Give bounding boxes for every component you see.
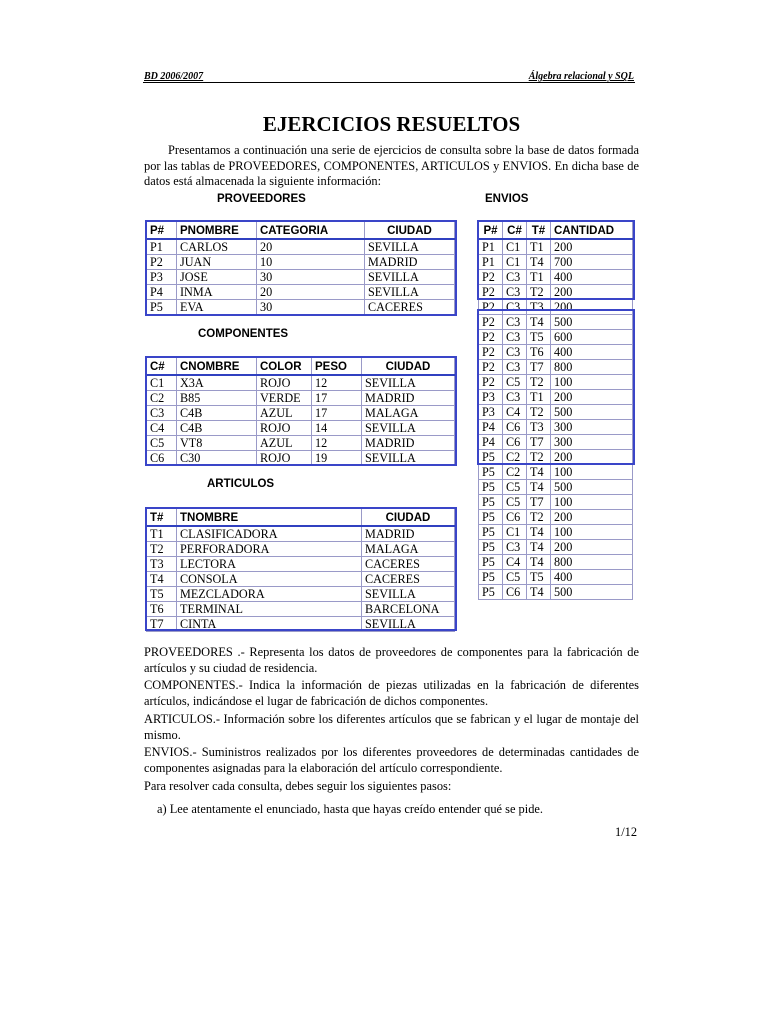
envios-cell: P2 (479, 330, 503, 345)
steps-intro: Para resolver cada consulta, debes seguir los siguientes pasos: (144, 779, 452, 793)
envios-cell: C4 (503, 555, 527, 570)
componentes-row (147, 375, 455, 391)
envios-cell: P2 (479, 360, 503, 375)
componentes-col-header: COLOR (257, 358, 312, 376)
componentes-col-header: C# (147, 358, 177, 376)
proveedores-cell: MADRID (365, 255, 455, 270)
envios-cell: T3 (527, 420, 551, 435)
envios-cell: P5 (479, 585, 503, 600)
envios-cell: C6 (503, 435, 527, 450)
componentes-cell: AZUL (257, 406, 312, 421)
envios-cell: C2 (503, 450, 527, 465)
envios-cell: 600 (551, 330, 633, 345)
envios-row (479, 420, 633, 435)
envios-cell: 200 (551, 510, 633, 525)
articulos-cell: T5 (147, 587, 177, 602)
articulos-col-header: TNOMBRE (177, 509, 362, 527)
articulos-cell: SEVILLA (362, 587, 455, 602)
articulos-cell: T1 (147, 526, 177, 542)
proveedores-row (147, 300, 455, 315)
proveedores-cell: 30 (257, 300, 365, 315)
envios-cell: 200 (551, 540, 633, 555)
envios-cell: P5 (479, 555, 503, 570)
articulos-cell: CINTA (177, 617, 362, 632)
proveedores-cell: P5 (147, 300, 177, 315)
articulos-cell: BARCELONA (362, 602, 455, 617)
envios-cell: T2 (527, 510, 551, 525)
envios-cell: P4 (479, 420, 503, 435)
envios-cell: 800 (551, 360, 633, 375)
envios-cell: 100 (551, 465, 633, 480)
componentes-cell: VERDE (257, 391, 312, 406)
componentes-cell: MALAGA (362, 406, 455, 421)
componentes-col-header: CNOMBRE (177, 358, 257, 376)
proveedores-cell: INMA (177, 285, 257, 300)
articulos-row (147, 526, 455, 542)
envios-row (479, 555, 633, 570)
proveedores-col-header: P# (147, 222, 177, 240)
envios-cell: C5 (503, 570, 527, 585)
envios-cell: 300 (551, 435, 633, 450)
articulos-cell: MEZCLADORA (177, 587, 362, 602)
envios-heading: ENVIOS (485, 193, 529, 205)
envios-cell: T7 (527, 495, 551, 510)
envios-cell: 100 (551, 375, 633, 390)
envios-col-header: T# (527, 222, 551, 240)
proveedores-cell: P4 (147, 285, 177, 300)
articulos-cell: MALAGA (362, 542, 455, 557)
componentes-header-row (147, 358, 455, 376)
envios-cell: C3 (503, 345, 527, 360)
componentes-col-header: CIUDAD (362, 358, 455, 376)
envios-cell: P5 (479, 450, 503, 465)
envios-cell: 400 (551, 345, 633, 360)
envios-cell: C3 (503, 315, 527, 330)
envios-row (479, 495, 633, 510)
articulos-table (146, 508, 455, 632)
componentes-cell: 12 (312, 375, 362, 391)
articulos-cell: CLASIFICADORA (177, 526, 362, 542)
envios-cell: C6 (503, 510, 527, 525)
proveedores-row (147, 239, 455, 255)
envios-cell: P2 (479, 270, 503, 285)
document-title: EJERCICIOS RESUELTOS (262, 112, 521, 136)
articulos-cell: T3 (147, 557, 177, 572)
proveedores-col-header: CATEGORIA (257, 222, 365, 240)
envios-row (479, 285, 633, 300)
header-right: Álgebra relacional y SQL (528, 71, 634, 82)
envios-row (479, 390, 633, 405)
envios-body (479, 239, 633, 600)
componentes-col-header: PESO (312, 358, 362, 376)
componentes-row (147, 391, 455, 406)
envios-cell: P5 (479, 480, 503, 495)
articulos-cell: MADRID (362, 526, 455, 542)
envios-cell: C5 (503, 375, 527, 390)
articulos-cell: CACERES (362, 557, 455, 572)
componentes-cell: SEVILLA (362, 451, 455, 466)
componentes-row (147, 451, 455, 466)
envios-cell: T4 (527, 585, 551, 600)
envios-cell: 500 (551, 315, 633, 330)
envios-cell: 400 (551, 270, 633, 285)
componentes-body (147, 375, 455, 466)
envios-cell: T1 (527, 390, 551, 405)
envios-cell: 200 (551, 450, 633, 465)
proveedores-body (147, 239, 455, 315)
componentes-cell: C4 (147, 421, 177, 436)
envios-row (479, 540, 633, 555)
envios-row (479, 330, 633, 345)
envios-row (479, 300, 633, 315)
componentes-cell: C1 (147, 375, 177, 391)
articulos-cell: T4 (147, 572, 177, 587)
articulos-row (147, 617, 455, 632)
envios-row (479, 375, 633, 390)
desc-envios: ENVIOS.- Suministros realizados por los diferentes proveedores de determinadas cantidades de componentes asignadas para la elaboración del artículo correspondiente. (144, 745, 639, 775)
envios-cell: T4 (527, 315, 551, 330)
envios-cell: C6 (503, 585, 527, 600)
envios-cell: P5 (479, 525, 503, 540)
envios-cell: P3 (479, 405, 503, 420)
envios-cell: C5 (503, 495, 527, 510)
envios-cell: T4 (527, 540, 551, 555)
envios-cell: C2 (503, 465, 527, 480)
componentes-cell: MADRID (362, 391, 455, 406)
envios-cell: 100 (551, 525, 633, 540)
envios-row (479, 525, 633, 540)
proveedores-col-header: PNOMBRE (177, 222, 257, 240)
intro-paragraph: Presentamos a continuación una serie de ejercicios de consulta sobre la base de datos formada por las tablas de PROVEEDORES, COMPONENTES, ARTICULOS y ENVIOS. En dicha base de datos está almacenada la siguiente información: (144, 143, 639, 188)
componentes-cell: C3 (147, 406, 177, 421)
proveedores-cell: SEVILLA (365, 285, 455, 300)
envios-cell: T2 (527, 375, 551, 390)
envios-cell: T5 (527, 570, 551, 585)
articulos-cell: SEVILLA (362, 617, 455, 632)
page-number: 1/12 (615, 825, 638, 839)
envios-row (479, 405, 633, 420)
articulos-heading: ARTICULOS (207, 478, 275, 490)
componentes-cell: C30 (177, 451, 257, 466)
componentes-cell: SEVILLA (362, 375, 455, 391)
articulos-cell: PERFORADORA (177, 542, 362, 557)
envios-row (479, 345, 633, 360)
proveedores-cell: 20 (257, 285, 365, 300)
envios-row (479, 585, 633, 600)
envios-cell: T7 (527, 435, 551, 450)
envios-cell: 200 (551, 239, 633, 255)
proveedores-cell: P2 (147, 255, 177, 270)
envios-cell: P5 (479, 570, 503, 585)
articulos-row (147, 542, 455, 557)
envios-cell: P2 (479, 315, 503, 330)
proveedores-cell: 20 (257, 239, 365, 255)
envios-row (479, 239, 633, 255)
envios-cell: T4 (527, 525, 551, 540)
proveedores-cell: CARLOS (177, 239, 257, 255)
proveedores-cell: CACERES (365, 300, 455, 315)
envios-cell: C4 (503, 405, 527, 420)
envios-cell: 500 (551, 405, 633, 420)
componentes-table (146, 357, 455, 466)
envios-cell: P1 (479, 255, 503, 270)
componentes-cell: 17 (312, 391, 362, 406)
envios-cell: C1 (503, 239, 527, 255)
componentes-cell: MADRID (362, 436, 455, 451)
componentes-heading: COMPONENTES (198, 328, 289, 340)
articulos-col-header: CIUDAD (362, 509, 455, 527)
articulos-cell: TERMINAL (177, 602, 362, 617)
desc-componentes: COMPONENTES.- Indica la información de piezas utilizadas en la fabricación de diferentes artículos, indicándose el lugar de fabricación de dichos componentes. (144, 678, 639, 708)
envios-row (479, 570, 633, 585)
envios-cell: C5 (503, 480, 527, 495)
proveedores-col-header: CIUDAD (365, 222, 455, 240)
proveedores-cell: EVA (177, 300, 257, 315)
componentes-cell: VT8 (177, 436, 257, 451)
articulos-cell: CONSOLA (177, 572, 362, 587)
desc-articulos: ARTICULOS.- Información sobre los diferentes artículos que se fabrican y el lugar de montaje del mismo. (144, 712, 639, 742)
componentes-cell: ROJO (257, 421, 312, 436)
componentes-row (147, 436, 455, 451)
envios-row (479, 480, 633, 495)
envios-cell: C3 (503, 540, 527, 555)
componentes-cell: 14 (312, 421, 362, 436)
articulos-cell: T2 (147, 542, 177, 557)
envios-cell: T6 (527, 345, 551, 360)
componentes-cell: B85 (177, 391, 257, 406)
articulos-cell: T6 (147, 602, 177, 617)
envios-cell: C6 (503, 420, 527, 435)
envios-cell: T2 (527, 450, 551, 465)
envios-cell: T1 (527, 239, 551, 255)
envios-cell: C3 (503, 360, 527, 375)
componentes-cell: AZUL (257, 436, 312, 451)
envios-cell: P3 (479, 390, 503, 405)
desc-proveedores: PROVEEDORES .- Representa los datos de proveedores de componentes para la fabricación de artículos y su ciudad de residencia. (144, 645, 639, 675)
envios-cell: P2 (479, 285, 503, 300)
header-left: BD 2006/2007 (144, 71, 204, 82)
envios-cell: 500 (551, 480, 633, 495)
proveedores-cell: SEVILLA (365, 270, 455, 285)
envios-row (479, 360, 633, 375)
header-rule (143, 82, 635, 83)
envios-cell: T2 (527, 405, 551, 420)
proveedores-cell: P1 (147, 239, 177, 255)
articulos-row (147, 572, 455, 587)
articulos-cell: T7 (147, 617, 177, 632)
envios-cell: P1 (479, 239, 503, 255)
articulos-row (147, 587, 455, 602)
envios-cell: 400 (551, 570, 633, 585)
proveedores-cell: P3 (147, 270, 177, 285)
envios-cell: T7 (527, 360, 551, 375)
envios-cell: P2 (479, 300, 503, 315)
envios-cell: 500 (551, 585, 633, 600)
envios-cell: P2 (479, 345, 503, 360)
proveedores-row (147, 255, 455, 270)
proveedores-cell: 30 (257, 270, 365, 285)
proveedores-table (146, 221, 455, 315)
proveedores-row (147, 270, 455, 285)
envios-cell: T1 (527, 270, 551, 285)
envios-cell: T4 (527, 555, 551, 570)
componentes-cell: X3A (177, 375, 257, 391)
proveedores-header-row (147, 222, 455, 240)
proveedores-row (147, 285, 455, 300)
envios-cell: C3 (503, 285, 527, 300)
proveedores-cell: SEVILLA (365, 239, 455, 255)
componentes-row (147, 421, 455, 436)
envios-cell: 800 (551, 555, 633, 570)
componentes-cell: C5 (147, 436, 177, 451)
envios-row (479, 510, 633, 525)
componentes-cell: 19 (312, 451, 362, 466)
componentes-cell: ROJO (257, 451, 312, 466)
envios-cell: T3 (527, 300, 551, 315)
envios-cell: C1 (503, 255, 527, 270)
envios-cell: 300 (551, 420, 633, 435)
envios-cell: T2 (527, 285, 551, 300)
articulos-row (147, 557, 455, 572)
envios-row (479, 465, 633, 480)
componentes-cell: 12 (312, 436, 362, 451)
proveedores-cell: 10 (257, 255, 365, 270)
envios-cell: P5 (479, 495, 503, 510)
envios-row (479, 435, 633, 450)
envios-row (479, 255, 633, 270)
step-a: a) Lee atentamente el enunciado, hasta que hayas creído entender qué se pide. (157, 802, 543, 816)
proveedores-heading: PROVEEDORES (217, 193, 306, 205)
envios-cell: P5 (479, 465, 503, 480)
envios-cell: P5 (479, 510, 503, 525)
componentes-cell: C2 (147, 391, 177, 406)
envios-row (479, 450, 633, 465)
envios-row (479, 270, 633, 285)
envios-row (479, 315, 633, 330)
componentes-cell: C6 (147, 451, 177, 466)
articulos-col-header: T# (147, 509, 177, 527)
articulos-row (147, 602, 455, 617)
envios-col-header: CANTIDAD (551, 222, 633, 240)
envios-cell: 100 (551, 495, 633, 510)
envios-header-row (479, 222, 633, 240)
articulos-cell: LECTORA (177, 557, 362, 572)
envios-cell: 200 (551, 285, 633, 300)
articulos-body (147, 526, 455, 632)
componentes-cell: C4B (177, 421, 257, 436)
envios-cell: T5 (527, 330, 551, 345)
envios-col-header: C# (503, 222, 527, 240)
envios-cell: 200 (551, 300, 633, 315)
componentes-cell: ROJO (257, 375, 312, 391)
envios-cell: C3 (503, 300, 527, 315)
envios-cell: T4 (527, 465, 551, 480)
articulos-header-row (147, 509, 455, 527)
envios-cell: C1 (503, 525, 527, 540)
envios-cell: C3 (503, 390, 527, 405)
componentes-cell: SEVILLA (362, 421, 455, 436)
envios-cell: P5 (479, 540, 503, 555)
envios-cell: P4 (479, 435, 503, 450)
envios-cell: P2 (479, 375, 503, 390)
envios-col-header: P# (479, 222, 503, 240)
envios-cell: C3 (503, 330, 527, 345)
componentes-cell: C4B (177, 406, 257, 421)
articulos-cell: CACERES (362, 572, 455, 587)
envios-table (478, 221, 633, 600)
envios-cell: T4 (527, 480, 551, 495)
proveedores-cell: JOSE (177, 270, 257, 285)
proveedores-cell: JUAN (177, 255, 257, 270)
envios-cell: T4 (527, 255, 551, 270)
componentes-cell: 17 (312, 406, 362, 421)
envios-cell: C3 (503, 270, 527, 285)
envios-cell: 200 (551, 390, 633, 405)
envios-cell: 700 (551, 255, 633, 270)
componentes-row (147, 406, 455, 421)
